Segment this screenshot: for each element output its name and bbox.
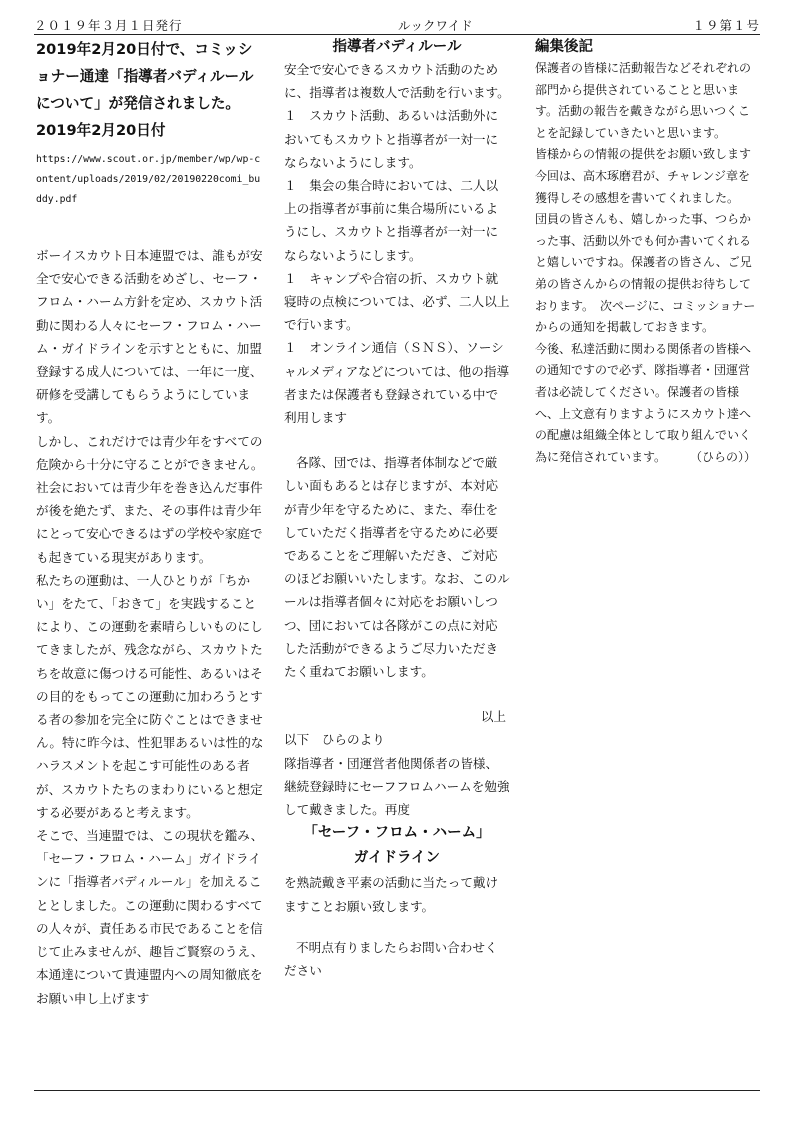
issue-number: １９第１号	[692, 18, 760, 33]
editors-note-title: 編集後記	[535, 39, 593, 55]
notice-url: https://www.scout.or.jp/member/wp/wp-content/uploads/2019/02/20190220comi_buddy.pdf	[36, 154, 261, 205]
editors-paragraph: 今後、私達活動に関わる関係者の皆様への通知ですので必ず、隊指導者・団運営者は必読してください。保護者の皆様へ、上文意有りますようにスカウト達への配慮は組織全体として取り組んでいく為に発信されています。 （ひらの））	[535, 341, 757, 464]
editors-paragraph: 皆様からの情報の提供をお願い致します	[535, 147, 752, 162]
column-notice	[36, 36, 264, 1010]
footer-rule	[34, 1090, 760, 1091]
end-mark: 以上	[480, 709, 506, 725]
notice-paragraph: そこで、当連盟では、この現状を鑑み、「セーフ・フロム・ハーム」ガイドラインに「指導者バディルール」を加えることとしました。この運動に関わるすべての人々が、責任ある市民であることを信じて止みませんが、趣旨ご賢察のうえ、本通達について貴連盟内への周知徹底をお願い申し上げます	[36, 828, 264, 1006]
notice-paragraph: ボーイスカウト日本連盟では、誰もが安全で安心できる活動をめざし、セーフ・フロム・ハーム方針を定め、スカウト活動に関わる人々にセーフ・フロム・ハーム・ガイドラインを示すとともに、加盟登録する成人については、一年に一度、研修を受講してもらうようにしています。	[36, 248, 263, 426]
note-paragraph: 隊指導者・団運営者他関係者の皆様、継続登録時にセーフフロムハームを勉強して戴きました。再度	[284, 755, 510, 818]
note-paragraph: を熟読戴き平素の活動に当たって戴けますことお願い致します。	[284, 875, 499, 914]
rule-item: １ キャンプや合宿の折、スカウト就寝時の点検については、必ず、二人以上で行います。	[284, 270, 510, 333]
note-from-hirano: 以下 ひらのより	[284, 732, 385, 748]
closing-note: 不明点有りましたらお問い合わせください	[284, 939, 498, 978]
guideline-subtitle: ガイドライン	[353, 850, 441, 867]
notice-paragraph: しかし、これだけでは青少年をすべての危険から十分に守ることができません。社会においては青少年を巻き込んだ事件が後を絶たず、また、その事件は青少年にとって安心できるはずの学校や家庭でも起きている現実があります。	[36, 433, 264, 565]
rule-item: １ 集会の集合時においては、二人以上の指導者が事前に集合場所にいるようにし、スカウトと指導者が一対一にならないようにします。	[284, 178, 499, 263]
notice-title: 2019年2月20日付で、コミッショナー通達「指導者バディルールについて」が発信されました。2019年2月20日付	[36, 41, 254, 139]
notice-paragraph: 私たちの運動は、一人ひとりが「ちかい」をたて、「おきて」を実践することにより、この運動を素晴らしいものにしてきましたが、残念ながら、スカウトたちを故意に傷つける可能性、あるいはその目的をもってこの運動に加わろうとする者の参加を完全に防ぐことはできません。特に昨今は、性犯罪あるいは性的なハラスメントを起こす可能性のある者が、スカウトたちのまわりにいると想定する必要があると考えます。	[36, 572, 264, 820]
rule-paragraph: 安全で安心できるスカウト活動のために、指導者は複数人で活動を行います。	[284, 62, 510, 101]
rule-item: １ オンライン通信（ＳＮＳ）、ソーシャルメディアなどについては、他の指導者または保護者も登録されている中で利用します	[284, 340, 510, 426]
editors-paragraph: 団員の皆さんも、嬉しかった事、つらかった事、活動以外でも何か書いてくれると嬉しいですね。保護者の皆さん、ご兄弟の皆さんからの情報の提供お待ちしております。 次ページに、コミッショナーからの通知を掲載しておきます。	[535, 212, 756, 335]
buddy-rule-title: 指導者バディルール	[332, 39, 462, 55]
guideline-title: 「セーフ・フロム・ハーム」	[303, 825, 491, 842]
page-header	[34, 14, 760, 35]
column-buddy-rule	[284, 36, 510, 982]
editors-paragraph: 保護者の皆様に活動報告などそれぞれの部門から提供されていることと思います。活動の報告を戴きながら思いつくことを記録していきたいと思います。	[535, 61, 752, 140]
request-paragraph: 各隊、団では、指導者体制などで厳しい面もあるとは存じますが、本対応が青少年を守るために、また、奉仕をしていただく指導者を守るために必要であることをご理解いただき、ご対応のほどお願いいたします。なお、このルールは指導者個々に対応をお願いしつつ、団においては各隊がこの点に対応した活動ができるようご尽力いただきたく重ねてお願いします。	[284, 455, 510, 680]
editors-paragraph: 今回は、高木琢磨君が、チャレンジ章を獲得しその感想を書いてくれました。	[535, 168, 751, 205]
newsletter-name: ルックワイド	[398, 18, 473, 33]
rule-item: １ スカウト活動、あるいは活動外においてもスカウトと指導者が一対一にならないようにします。	[284, 108, 499, 170]
issue-date: ２０１９年３月１日発行	[34, 18, 183, 33]
column-editors-note	[535, 36, 760, 468]
